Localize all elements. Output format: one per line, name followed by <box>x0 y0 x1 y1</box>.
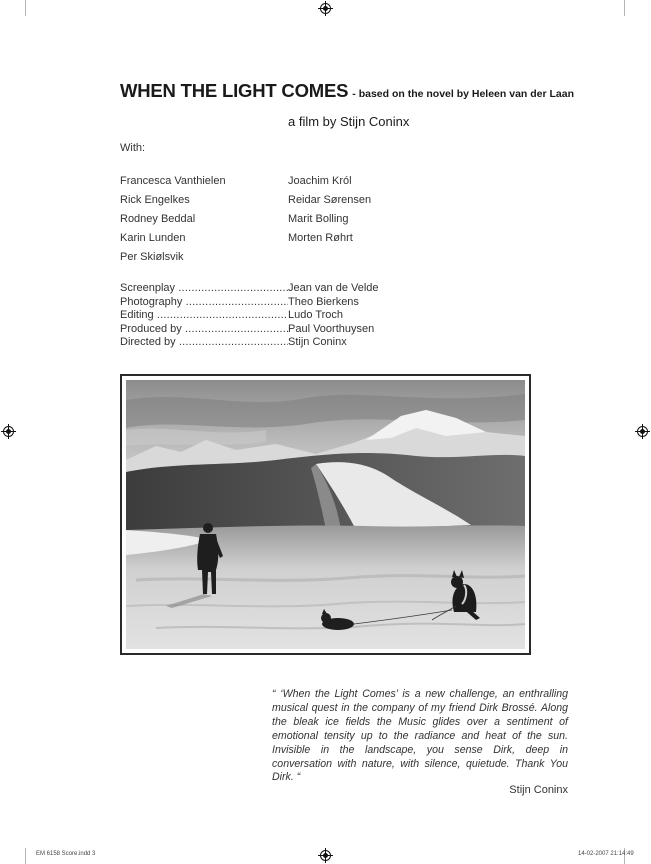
cast-member: Morten Røhrt <box>288 232 353 244</box>
credit-row <box>120 296 400 310</box>
credit-role: Produced by ..... <box>120 323 288 336</box>
registration-mark-left-icon <box>3 426 14 437</box>
credit-name: Theo Bierkens <box>288 295 359 308</box>
crop-mark-top-right <box>624 0 625 16</box>
credit-row <box>120 282 400 296</box>
cast-member: Rodney Beddal <box>120 213 196 225</box>
cast-label: With: <box>120 142 146 154</box>
credit-role: Directed by ..... <box>120 336 288 349</box>
registration-mark-top-icon <box>320 3 331 14</box>
credit-role: Screenplay ..... <box>120 282 288 295</box>
crop-mark-top-left <box>25 0 26 16</box>
cast-list-right <box>288 174 371 250</box>
registration-mark-bottom-icon <box>320 850 331 861</box>
cast-member: Francesca Vanthielen <box>120 175 226 187</box>
crop-mark-bottom-left <box>25 848 26 864</box>
print-slug-file: EM 6158 Score.indd 3 <box>36 851 96 857</box>
film-still-photo <box>120 374 531 655</box>
credit-row <box>120 309 400 323</box>
cast-member: Karin Lunden <box>120 232 186 244</box>
cast-list-left <box>120 174 226 269</box>
credit-name: Ludo Troch <box>288 309 344 321</box>
credit-row <box>120 323 400 337</box>
credit-name: Stijn Coninx <box>288 336 347 348</box>
film-subtitle: - based on the novel by Heleen van der Laan <box>352 88 575 100</box>
registration-mark-right-icon <box>637 426 648 437</box>
credit-role: Photography ..... <box>120 296 288 309</box>
credit-row <box>120 336 400 350</box>
credit-role: Editing ..... <box>120 309 288 322</box>
credits-list <box>120 282 400 350</box>
credit-name: Jean van de Velde <box>288 282 379 294</box>
cast-member: Reidar Sørensen <box>288 194 372 206</box>
credit-name: Paul Voorthuysen <box>288 322 375 335</box>
print-slug-timestamp: 14-02-2007 21:14:49 <box>578 851 634 857</box>
quote-author: Stijn Coninx <box>509 784 568 796</box>
page-title <box>120 80 574 102</box>
director-quote: “ ‘When the Light Comes’ is a new challenge, an enthralling musical quest in the company of my friend Dirk Brossé. Along the bleak ice fields the Music glides over a sentiment of emotional tensity up to the radiance and heat of the sun. Invisible in the landscape, you sense Dirk, deep in conversation with nature, with silence, quietude. Thank You Dirk. “ <box>272 688 568 784</box>
arctic-landscape-image <box>126 380 525 649</box>
cast-member: Marit Bolling <box>288 213 349 225</box>
cast-member: Rick Engelkes <box>120 194 190 206</box>
cast-member: Per Skiølsvik <box>120 251 184 263</box>
film-byline: a film by Stijn Coninx <box>288 114 410 129</box>
film-title: WHEN THE LIGHT COMES <box>120 80 349 101</box>
cast-member: Joachim Król <box>288 175 352 187</box>
